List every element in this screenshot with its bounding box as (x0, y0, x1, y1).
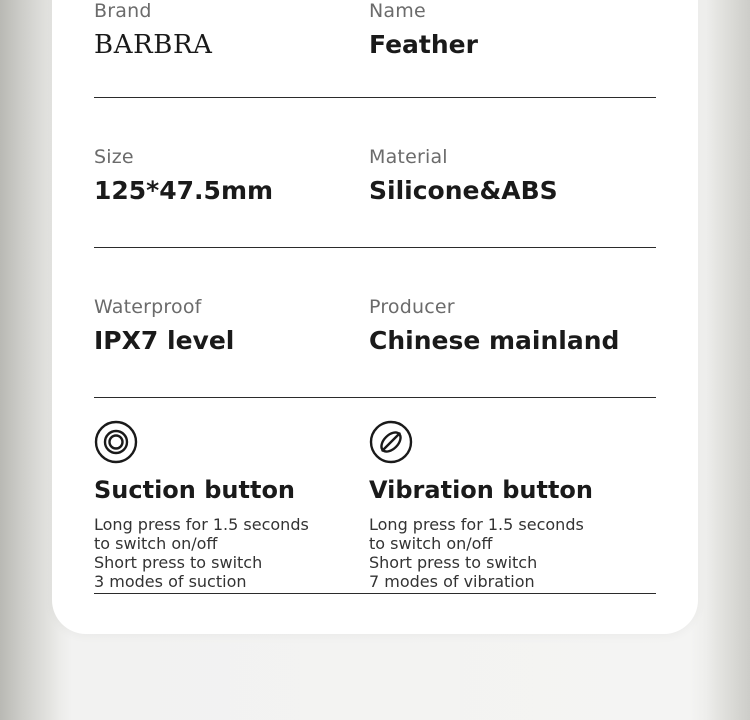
spec-value: IPX7 level (94, 326, 235, 355)
spec-row (94, 248, 656, 398)
feature-cell-vibration (369, 420, 644, 591)
feature-title: Vibration button (369, 476, 594, 504)
spec-row (94, 98, 656, 248)
spec-label: Size (94, 146, 134, 168)
spec-cell-name (369, 0, 644, 61)
feature-line: 7 modes of vibration (369, 572, 535, 591)
suction-ring-icon (94, 420, 138, 464)
spec-label: Name (369, 0, 426, 22)
product-spec-card (52, 0, 698, 634)
vibration-slash-icon (369, 420, 413, 464)
spec-table (94, 0, 656, 594)
feature-line: Long press for 1.5 seconds (94, 515, 309, 534)
spec-label: Material (369, 146, 448, 168)
feature-title: Suction button (94, 476, 296, 504)
spec-label: Producer (369, 296, 455, 318)
spec-row (94, 0, 656, 98)
spec-label: Waterproof (94, 296, 202, 318)
spec-value: 125*47.5mm (94, 176, 274, 205)
feature-line: Short press to switch (369, 553, 538, 572)
feature-line: Long press for 1.5 seconds (369, 515, 584, 534)
spec-cell-waterproof (94, 296, 369, 357)
spec-cell-material (369, 146, 644, 207)
feature-line: 3 modes of suction (94, 572, 247, 591)
spec-cell-producer (369, 296, 644, 357)
feature-description (94, 515, 369, 591)
spec-value: Feather (369, 30, 478, 59)
feature-cell-suction (94, 420, 369, 591)
feature-line: Short press to switch (94, 553, 263, 572)
spec-value: Chinese mainland (369, 326, 620, 355)
feature-row (94, 398, 656, 594)
feature-description (369, 515, 644, 591)
spec-cell-brand (94, 0, 369, 61)
feature-line: to switch on/off (369, 534, 493, 553)
spec-label: Brand (94, 0, 152, 22)
spec-cell-size (94, 146, 369, 207)
spec-value: Silicone&ABS (369, 176, 558, 205)
spec-value: BARBRA (94, 30, 213, 60)
feature-line: to switch on/off (94, 534, 218, 553)
